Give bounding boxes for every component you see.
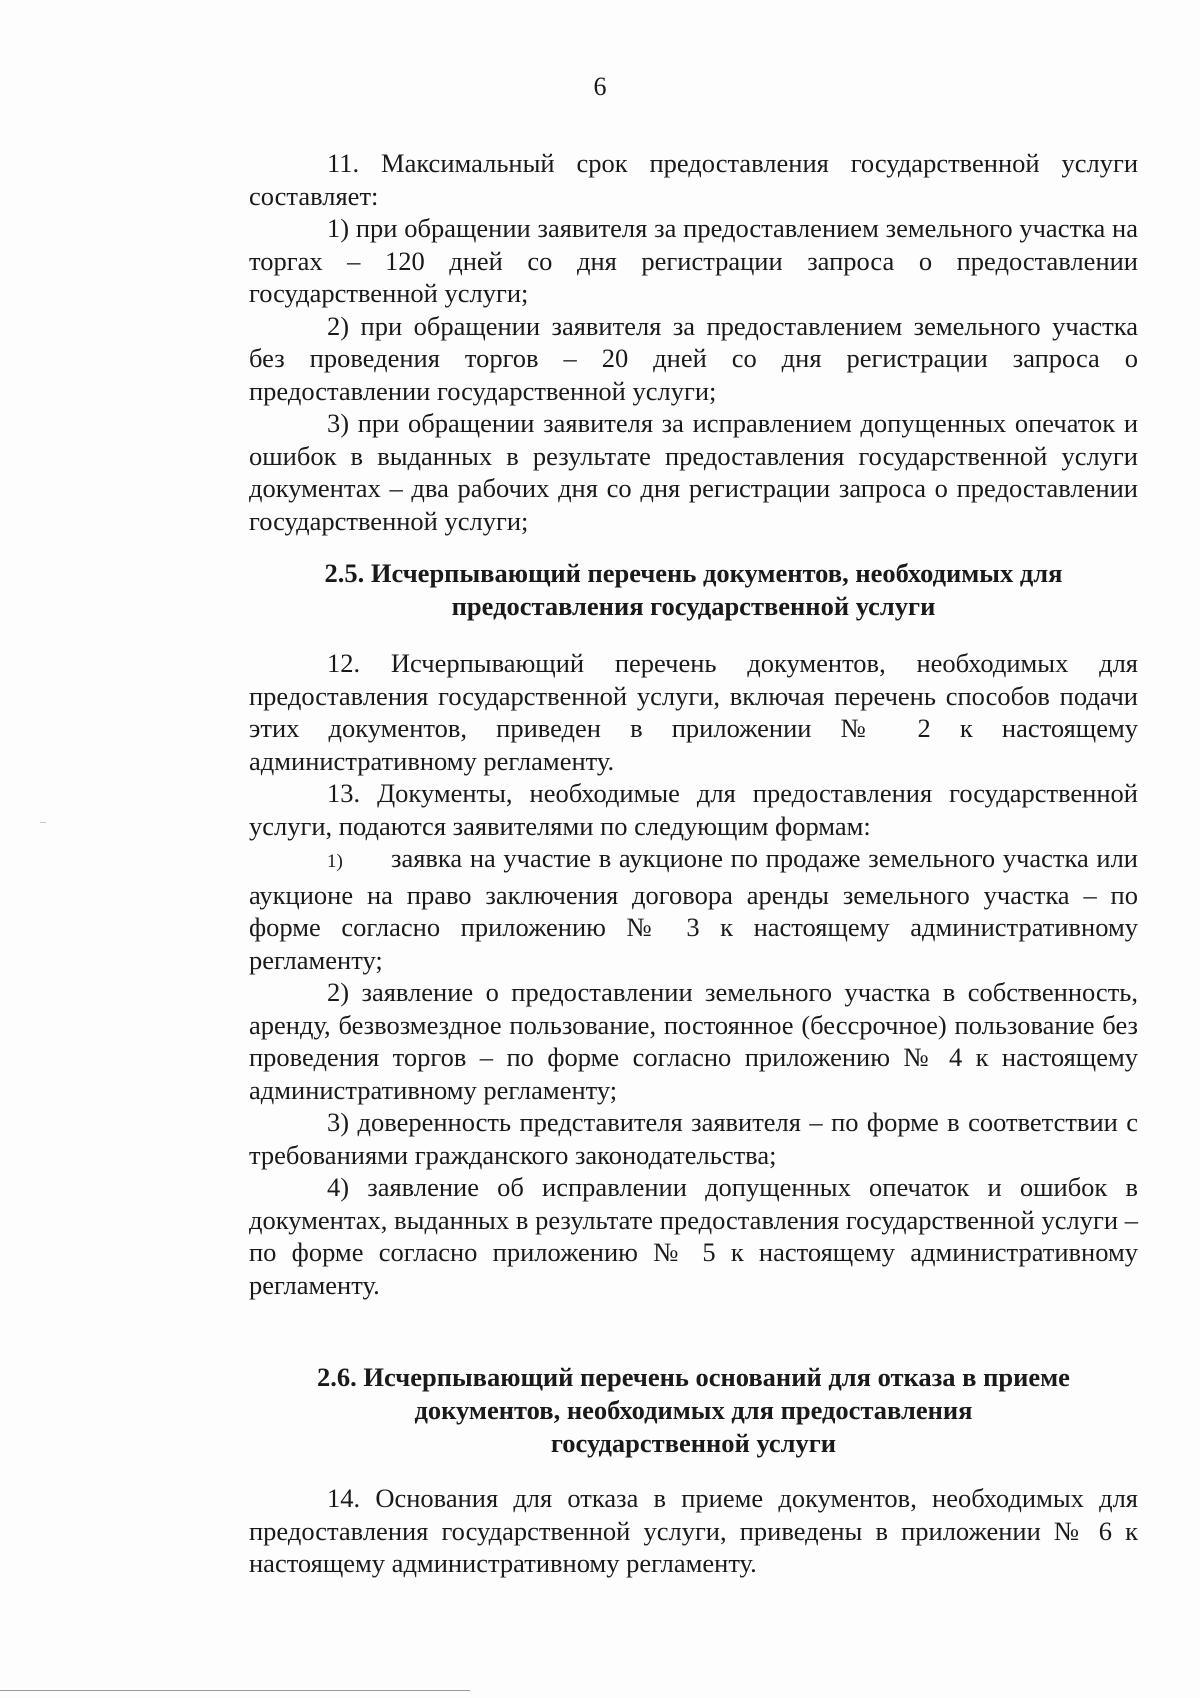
scan-edge-line [0,1690,470,1691]
paragraph-11-item-1: 1) при обращении заявителя за предоставлением земельного участка на торгах – 120 дней со дня регистрации запроса о предоставлении государственной услуги; [249,213,1138,308]
section-heading-2-5 [249,557,1138,623]
document-body [249,147,1138,1580]
paragraph-12: 12. Исчерпывающий перечень документов, необходимых для предоставления государственной услуги, включая перечень способов подачи этих документов, приведен в приложении № 2 к настоящему административному регламенту. [249,648,1138,776]
list-item-text: заявка на участие в аукционе по продаже земельного участка или аукционе на право заключения договора аренды земельного участка – по форме согласно приложению № 3 к настоящему административному регламенту; [249,843,1138,975]
section-heading-2-5-line-1: 2.5. Исчерпывающий перечень документов, необходимых для [324,558,1063,588]
section-heading-2-6 [249,1361,1138,1460]
paragraph-13-item-2: 2) заявление о предоставлении земельного участка в собственность, аренду, безвозмездное пользование, постоянное (бессрочное) пользование без проведения торгов – по форме согласно приложению № 4 к настоящему административному регламенту; [249,977,1138,1105]
paragraph-11-item-2: 2) при обращении заявителя за предоставлением земельного участка без проведения торгов – 20 дней со дня регистрации запроса о предоставлении государственной услуги; [249,310,1138,406]
section-heading-2-6-line-2: документов, необходимых для предоставления [414,1395,973,1425]
section-heading-2-6-line-1: 2.6. Исчерпывающий перечень оснований для отказа в приеме [317,1362,1070,1392]
paragraph-13: 13. Документы, необходимые для предоставления государственной услуги, подаются заявителями по следующим формам: [249,778,1138,841]
paragraph-11-item-3: 3) при обращении заявителя за исправлением допущенных опечаток и ошибок в выданных в результате предоставления государственной услуги документах – два рабочих дня со дня регистрации запроса о предоставлении государственной услуги; [249,408,1138,536]
section-heading-2-5-line-2: предоставления государственной услуги [451,591,936,621]
paragraph-13-item-3: 3) доверенность представителя заявителя – по форме в соответствии с требованиями гражданского законодательства; [249,1107,1138,1170]
margin-mark [40,822,46,823]
list-number: 1) [327,851,343,872]
page-number: 6 [593,72,607,101]
paragraph-11: 11. Максимальный срок предоставления государственной услуги составляет: [249,148,1138,211]
section-heading-2-6-line-3: государственной услуги [550,1428,837,1458]
paragraph-13-item-4: 4) заявление об исправлении допущенных опечаток и ошибок в документах, выданных в результате предоставления государственной услуги – по форме согласно приложению № 5 к настоящему административному регламенту. [249,1172,1138,1300]
paragraph-14: 14. Основания для отказа в приеме документов, необходимых для предоставления государственной услуги, приведены в приложении № 6 к настоящему административному регламенту. [249,1483,1138,1578]
paragraph-13-item-1 [249,842,1138,976]
